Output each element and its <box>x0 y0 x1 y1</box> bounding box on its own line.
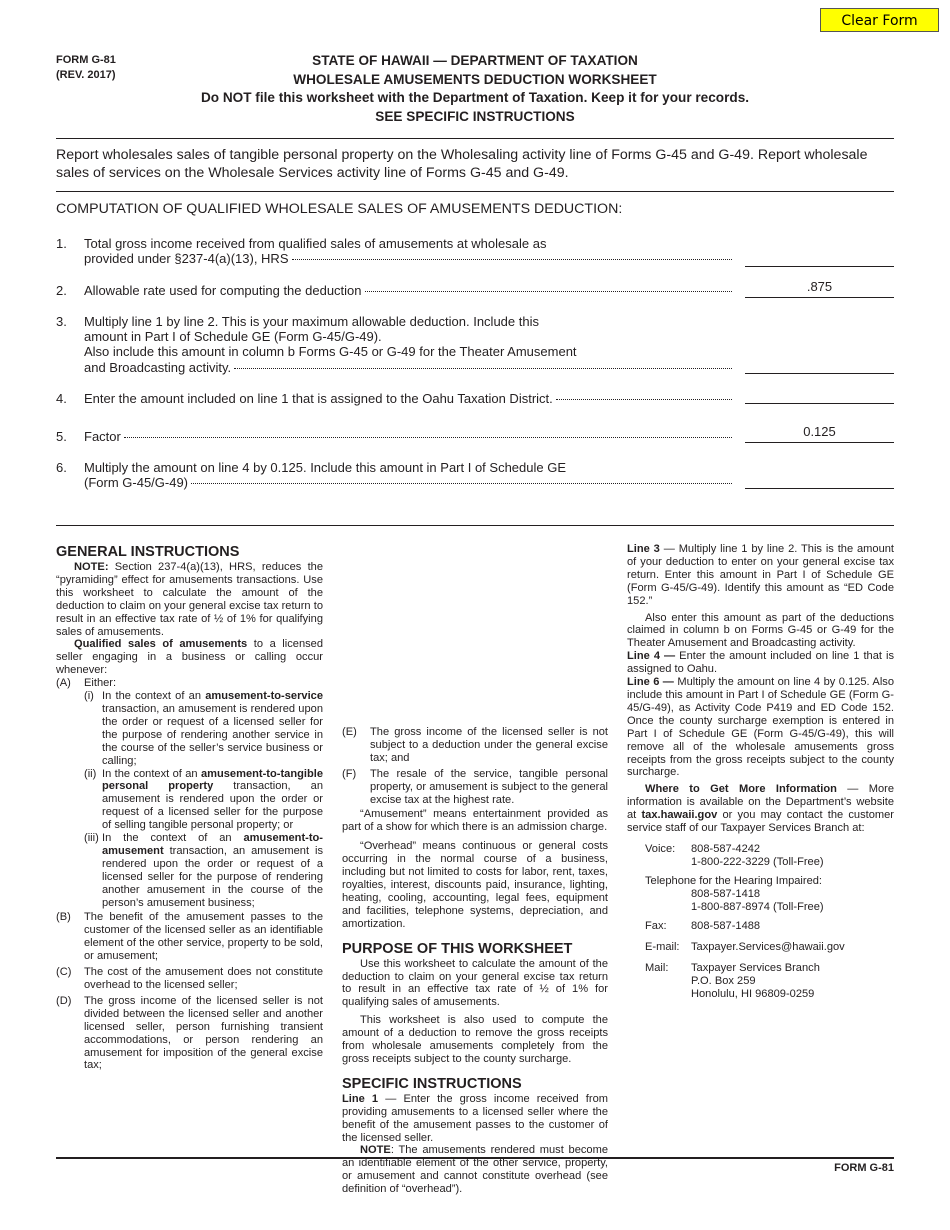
footer-rule <box>56 1157 894 1159</box>
line-1-amount-field[interactable] <box>745 246 894 267</box>
computation-title: COMPUTATION OF QUALIFIED WHOLESALE SALES OF AMUSEMENTS DEDUCTION: <box>56 201 623 217</box>
general-note: NOTE: Section 237-4(a)(13), HRS, reduces the “pyramiding” effect for amusements transactions. Use this worksheet to calculate the amount of the deduction to claim on your general excise tax return to result in an effective tax rate of ½ of 1% for qualifying sales of amusements. <box>56 561 323 638</box>
header-see-instructions: SEE SPECIFIC INSTRUCTIONS <box>375 108 575 124</box>
line-3-text: Multiply line 1 by line 2. This is your maximum allowable deduction. Include this amount in Part I of Schedule GE (Form G-45/G-49). Also include this amount in column b Forms G-45 or G-49 for the Theater Amusement and Broadcasting activity. <box>84 314 732 375</box>
line-5-number: 5. <box>56 429 67 444</box>
intro-text: Report wholesales sales of tangible personal property on the Wholesaling activity line of Forms G-45 and G-49. Report wholesale sales of services on the Wholesale Services activity line of Forms G-45 and G-49. <box>56 147 868 181</box>
condition-a-ii: (ii) In the context of an amusement-to-tangible personal property transaction, an amusement is rendered upon the order or request of a licensed seller for the purpose of selling tangible personal property; or <box>84 767 323 832</box>
page-header <box>160 52 790 126</box>
more-information: Where to Get More Information — More information is available on the Department’s website at tax.hawaii.gov or you may contact the customer service staff of our Taxpayer Services Branch at: <box>627 783 894 835</box>
line-1-number: 1. <box>56 236 67 251</box>
condition-f: (F) The resale of the service, tangible personal property, or amusement is subject to the general excise tax at the highest rate. <box>342 767 608 806</box>
divider <box>56 191 894 192</box>
line-4-number: 4. <box>56 391 67 406</box>
line-1-text: Total gross income received from qualified sales of amusements at wholesale as provided under §237-4(a)(13), HRS <box>84 236 732 266</box>
specific-line-6: Line 6 — Multiply the amount on line 4 by 0.125. Also include this amount in Part I of Schedule GE (Form G-45/G-49), as Activity Code P419 and ED Code 152. Once the county surcharge exemption is entered in Part I of Schedule GE (Form G-45/G-49), this will remove all of the wholesale amusements gross receipts from the gross receipts subject to the county surcharge. <box>627 676 894 779</box>
divider <box>56 525 894 526</box>
line-5-text: Factor <box>84 429 732 444</box>
contact-fax: Fax: 808-587-1488 <box>645 920 761 933</box>
general-instructions-column-2 <box>342 543 608 1196</box>
condition-a-iii: (iii) In the context of an amusement-to-amusement transaction, an amusement is rendered upon the order or request of a licensed seller for the purpose of rendering another amusement in the course of the person’s amusement business; <box>84 832 323 909</box>
specific-line-4: Line 4 — Enter the amount included on line 1 that is assigned to Oahu. <box>627 650 894 676</box>
line-6-text: Multiply the amount on line 4 by 0.125. Include this amount in Part I of Schedule GE (Form G-45/G-49) <box>84 460 732 490</box>
form-number: FORM G-81 <box>56 54 116 66</box>
footer-form-id: FORM G-81 <box>834 1162 894 1174</box>
amusement-definition: “Amusement” means entertainment provided as part of a show for which there is an admission charge. <box>342 808 608 834</box>
contact-mail: Mail: Taxpayer Services Branch P.O. Box 259 Honolulu, HI 96809-0259 <box>645 962 820 1001</box>
line-2-text: Allowable rate used for computing the deduction <box>84 283 732 298</box>
general-instructions-column-1 <box>56 543 323 1072</box>
contact-email: E-mail: Taxpayer.Services@hawaii.gov <box>645 941 845 954</box>
line-4-text: Enter the amount included on line 1 that is assigned to the Oahu Taxation District. <box>84 391 732 406</box>
line-2-rate-field[interactable]: .875 <box>745 277 894 298</box>
condition-a: (A) Either: <box>56 677 117 690</box>
header-title: WHOLESALE AMUSEMENTS DEDUCTION WORKSHEET <box>293 71 657 87</box>
condition-c: (C) The cost of the amusement does not constitute overhead to the licensed seller; <box>56 966 323 991</box>
clear-form-button[interactable]: Clear Form <box>820 8 939 32</box>
header-agency: STATE OF HAWAII — DEPARTMENT OF TAXATION <box>312 53 638 68</box>
line-3-number: 3. <box>56 314 67 329</box>
condition-a-i: (i) In the context of an amusement-to-service transaction, an amusement is rendered upon the order or request of a licensed seller for the purpose of rendering another service in the course of the seller’s service business or calling; <box>84 690 323 767</box>
form-id <box>56 53 116 83</box>
contact-list <box>645 843 894 1001</box>
line-2-number: 2. <box>56 283 67 298</box>
form-revision: (REV. 2017) <box>56 69 116 81</box>
general-instructions-title: GENERAL INSTRUCTIONS <box>56 544 240 560</box>
specific-line-3: Line 3 — Multiply line 1 by line 2. This is the amount of your deduction to enter on your general excise tax return. Enter this amount in Part I of Schedule GE (Form G-45/G-49). Identify this amount as “ED Code 152.” <box>627 543 894 607</box>
condition-b: (B) The benefit of the amusement passes to the customer of the licensed seller as an identifiable element of the other service, property to be sold, or amusement; <box>56 911 323 963</box>
contact-voice: Voice: 808-587-4242 1-800-222-3229 (Toll-Free) <box>645 842 824 868</box>
specific-line-1: Line 1 — Enter the gross income received from providing amusements to a licensed seller where the benefit of the amusement passes to the customer of the licensed seller. <box>342 1092 608 1144</box>
overhead-definition: “Overhead” means continuous or general costs occurring in the normal course of a business, including but not limited to costs for labor, rent, taxes, royalties, interest, discounts paid, insurance, lighting, heating, cooling, accounting, legal fees, equipment and facilities, telephone systems, depreciation, and amortization. <box>342 840 608 930</box>
line-6-number: 6. <box>56 460 67 475</box>
qualified-sales-intro: Qualified sales of amusements to a licensed seller engaging in a business or calling occur whenever: <box>56 638 323 677</box>
line-4-amount-field[interactable] <box>745 383 894 404</box>
line-3-amount-field[interactable] <box>745 353 894 374</box>
condition-d: (D) The gross income of the licensed seller is not divided between the licensed seller and another licensed seller, person furnishing transient accommodations, or person rendering an amusement for imposition of the general excise tax; <box>56 994 323 1072</box>
website-link[interactable]: tax.hawaii.gov <box>641 809 718 822</box>
line-6-amount-field[interactable] <box>745 468 894 489</box>
specific-line-3-also: Also enter this amount as part of the deductions claimed in column b on Forms G-45 or G-49 for the Theater Amusement and Broadcasting activity. <box>627 611 894 650</box>
specific-instructions-column-3 <box>627 543 894 1001</box>
purpose-title: PURPOSE OF THIS WORKSHEET <box>342 940 573 957</box>
purpose-paragraph-1: Use this worksheet to calculate the amount of the deduction to claim on your general excise tax return to result in an effective tax rate of ½ of 1% for qualifying sales of amusements. <box>342 957 608 1009</box>
contact-hearing-impaired: Telephone for the Hearing Impaired: 808-587-1418 1-800-887-8974 (Toll-Free) <box>645 874 824 913</box>
specific-line-1-note: NOTE: The amusements rendered must become an identifiable element of the other service, property, or amusement and cannot constitute overhead (see definition of “overhead”). <box>342 1144 608 1196</box>
specific-instructions-title: SPECIFIC INSTRUCTIONS <box>342 1075 522 1092</box>
line-5-factor-field[interactable]: 0.125 <box>745 422 894 443</box>
condition-e: (E) The gross income of the licensed seller is not subject to a deduction under the general excise tax; and <box>342 726 608 764</box>
divider <box>56 138 894 139</box>
header-notice: Do NOT file this worksheet with the Department of Taxation. Keep it for your records. <box>200 90 750 105</box>
purpose-paragraph-2: This worksheet is also used to compute the amount of a deduction to remove the gross receipts from wholesale amusements completely from the gross receipts subject to the county surcharge. <box>342 1014 608 1065</box>
